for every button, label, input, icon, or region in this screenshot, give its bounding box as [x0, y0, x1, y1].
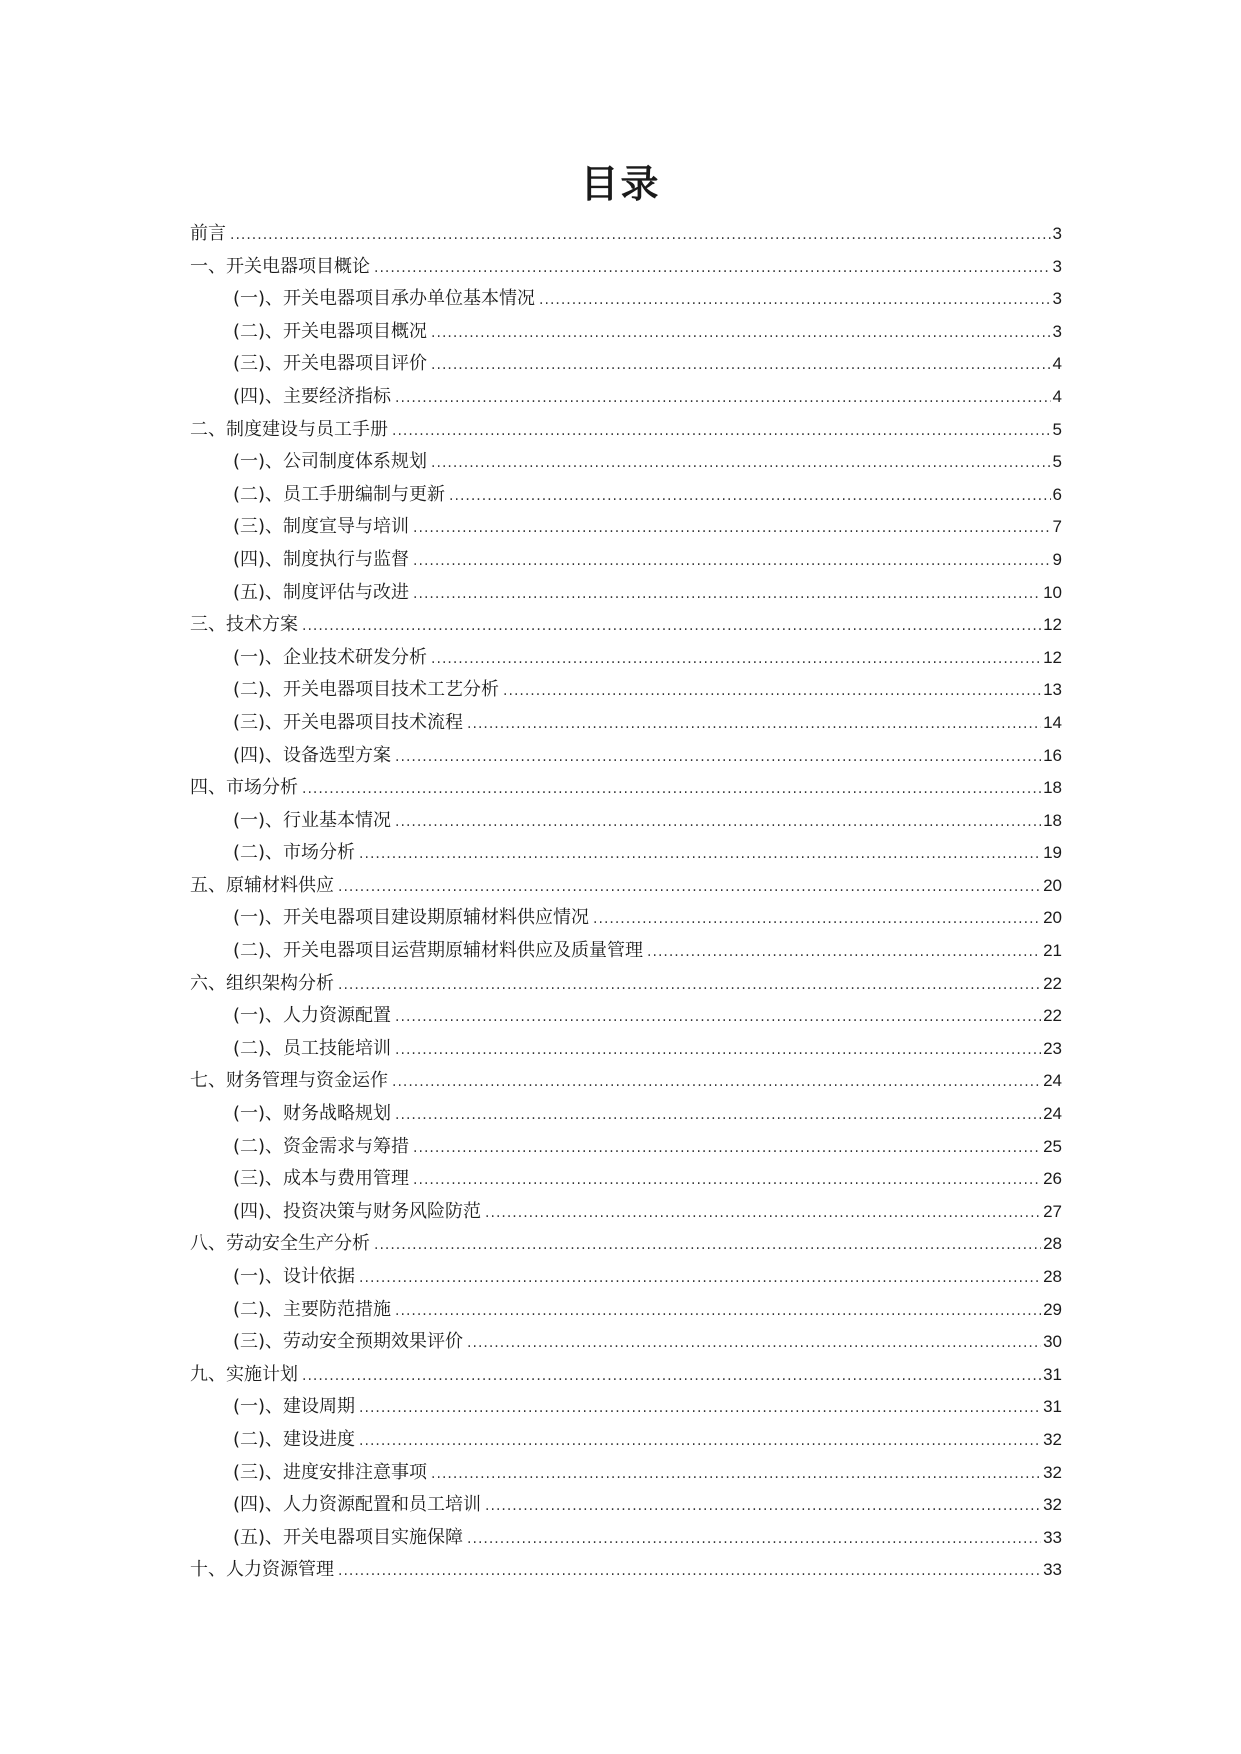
toc-entry-label: 一、开关电器项目概论 — [190, 255, 370, 277]
toc-entry-page-number: 4 — [1052, 354, 1062, 374]
toc-entry-page-number: 32 — [1043, 1429, 1062, 1449]
toc-entry[interactable] — [190, 902, 1062, 935]
toc-entry[interactable] — [190, 283, 1062, 316]
toc-entry-page-number: 5 — [1052, 452, 1062, 472]
toc-entry[interactable] — [190, 805, 1062, 838]
toc-dot-leader — [230, 219, 1051, 252]
toc-entry-label: (一)、公司制度体系规划 — [233, 451, 428, 473]
toc-entry-label: (四)、主要经济指标 — [233, 385, 392, 407]
toc-entry[interactable] — [190, 511, 1062, 544]
toc-dot-leader — [395, 1295, 1041, 1328]
toc-entry-label: (四)、制度执行与监督 — [233, 548, 410, 570]
toc-entry-label: (一)、人力资源配置 — [233, 1005, 392, 1027]
toc-entry[interactable] — [190, 414, 1062, 447]
toc-dot-leader — [431, 643, 1041, 676]
toc-entry[interactable] — [190, 674, 1062, 707]
toc-entry-label: (三)、开关电器项目技术流程 — [233, 711, 464, 733]
toc-entry[interactable] — [190, 446, 1062, 479]
toc-entry-label: (一)、财务战略规划 — [233, 1103, 392, 1125]
toc-entry-page-number: 6 — [1052, 484, 1062, 504]
toc-entry-label: (三)、进度安排注意事项 — [233, 1461, 428, 1483]
toc-dot-leader — [395, 1099, 1041, 1132]
toc-dot-leader — [338, 1555, 1041, 1588]
toc-entry-page-number: 12 — [1043, 647, 1062, 667]
toc-dot-leader — [539, 284, 1050, 317]
toc-entry-page-number: 18 — [1043, 778, 1062, 798]
toc-entry[interactable] — [190, 1457, 1062, 1490]
toc-entry-label: (二)、建设进度 — [233, 1428, 356, 1450]
toc-entry[interactable] — [190, 740, 1062, 773]
toc-entry[interactable] — [190, 1131, 1062, 1164]
toc-dot-leader — [395, 1034, 1041, 1067]
toc-dot-leader — [647, 936, 1041, 969]
toc-entry[interactable] — [190, 479, 1062, 512]
toc-dot-leader — [485, 1490, 1041, 1523]
toc-entry-label: (一)、建设周期 — [233, 1396, 356, 1418]
toc-dot-leader — [431, 317, 1050, 350]
toc-entry[interactable] — [190, 935, 1062, 968]
toc-entry-page-number: 12 — [1043, 615, 1062, 635]
toc-dot-leader — [431, 447, 1050, 480]
toc-entry[interactable] — [190, 870, 1062, 903]
toc-entry-page-number: 14 — [1043, 712, 1062, 732]
toc-entry-page-number: 20 — [1043, 908, 1062, 928]
toc-entry-page-number: 18 — [1043, 810, 1062, 830]
toc-entry-label: 四、市场分析 — [190, 777, 298, 799]
toc-entry-page-number: 19 — [1043, 843, 1062, 863]
toc-entry-page-number: 27 — [1043, 1201, 1062, 1221]
toc-dot-leader — [338, 969, 1041, 1002]
toc-dot-leader — [431, 1458, 1041, 1491]
toc-dot-leader — [374, 1229, 1041, 1262]
toc-entry-page-number: 22 — [1043, 973, 1062, 993]
toc-entry-label: 五、原辅材料供应 — [190, 874, 334, 896]
toc-entry[interactable] — [190, 1554, 1062, 1587]
toc-entry[interactable] — [190, 316, 1062, 349]
toc-entry-page-number: 26 — [1043, 1169, 1062, 1189]
table-of-contents — [190, 218, 1062, 1587]
toc-dot-leader — [359, 1262, 1041, 1295]
toc-entry-page-number: 22 — [1043, 1006, 1062, 1026]
toc-entry-page-number: 31 — [1043, 1364, 1062, 1384]
toc-entry[interactable] — [190, 381, 1062, 414]
toc-entry[interactable] — [190, 707, 1062, 740]
toc-entry[interactable] — [190, 348, 1062, 381]
toc-entry-label: (二)、开关电器项目概况 — [233, 320, 428, 342]
toc-entry-label: 九、实施计划 — [190, 1363, 298, 1385]
toc-entry-page-number: 30 — [1043, 1332, 1062, 1352]
toc-entry-page-number: 13 — [1043, 680, 1062, 700]
toc-entry-page-number: 20 — [1043, 875, 1062, 895]
toc-entry-page-number: 32 — [1043, 1462, 1062, 1482]
page-title: 目录 — [580, 162, 661, 206]
toc-dot-leader — [302, 773, 1041, 806]
toc-entry[interactable] — [190, 1163, 1062, 1196]
toc-entry-label: 七、财务管理与资金运作 — [190, 1070, 388, 1092]
toc-entry-label: (二)、资金需求与筹措 — [233, 1135, 410, 1157]
toc-entry[interactable] — [190, 1065, 1062, 1098]
toc-entry-label: 三、技术方案 — [190, 614, 298, 636]
toc-entry-page-number: 33 — [1043, 1560, 1062, 1580]
toc-entry[interactable] — [190, 772, 1062, 805]
toc-dot-leader — [467, 708, 1041, 741]
toc-entry-page-number: 3 — [1052, 289, 1062, 309]
toc-entry-label: (二)、主要防范措施 — [233, 1298, 392, 1320]
toc-entry-label: (二)、市场分析 — [233, 842, 356, 864]
toc-dot-leader — [413, 1164, 1041, 1197]
toc-entry-page-number: 31 — [1043, 1397, 1062, 1417]
toc-dot-leader — [503, 675, 1041, 708]
toc-entry-label: (三)、劳动安全预期效果评价 — [233, 1331, 464, 1353]
toc-entry[interactable] — [190, 1196, 1062, 1229]
toc-entry-page-number: 21 — [1043, 941, 1062, 961]
toc-entry[interactable] — [190, 1228, 1062, 1261]
toc-entry-label: 十、人力资源管理 — [190, 1559, 334, 1581]
toc-dot-leader — [467, 1327, 1041, 1360]
toc-entry[interactable] — [190, 218, 1062, 251]
toc-entry-page-number: 25 — [1043, 1136, 1062, 1156]
toc-entry-label: (四)、设备选型方案 — [233, 744, 392, 766]
toc-entry-label: 前言 — [190, 223, 226, 244]
toc-dot-leader — [302, 610, 1041, 643]
toc-entry[interactable] — [190, 1294, 1062, 1327]
toc-dot-leader — [302, 1360, 1041, 1393]
toc-entry-label: 六、组织架构分析 — [190, 972, 334, 994]
toc-entry-page-number: 3 — [1052, 224, 1062, 243]
toc-entry-label: (一)、行业基本情况 — [233, 809, 392, 831]
toc-entry-page-number: 33 — [1043, 1527, 1062, 1547]
toc-dot-leader — [395, 741, 1041, 774]
toc-entry-page-number: 24 — [1043, 1104, 1062, 1124]
toc-dot-leader — [395, 806, 1041, 839]
toc-entry[interactable] — [190, 544, 1062, 577]
toc-entry-page-number: 24 — [1043, 1071, 1062, 1091]
toc-entry-label: (三)、成本与费用管理 — [233, 1168, 410, 1190]
toc-entry-label: (五)、制度评估与改进 — [233, 581, 410, 603]
toc-entry[interactable] — [190, 837, 1062, 870]
toc-entry-page-number: 4 — [1052, 386, 1062, 406]
toc-entry-page-number: 5 — [1052, 419, 1062, 439]
toc-entry-label: (二)、开关电器项目运营期原辅材料供应及质量管理 — [233, 940, 644, 962]
toc-entry[interactable] — [190, 1522, 1062, 1555]
toc-dot-leader — [485, 1197, 1041, 1230]
toc-entry[interactable] — [190, 1261, 1062, 1294]
toc-entry-label: (四)、人力资源配置和员工培训 — [233, 1494, 482, 1516]
toc-entry[interactable] — [190, 642, 1062, 675]
toc-entry[interactable] — [190, 1391, 1062, 1424]
toc-dot-leader — [449, 480, 1050, 513]
toc-entry[interactable] — [190, 1489, 1062, 1522]
toc-entry-label: (三)、开关电器项目评价 — [233, 353, 428, 375]
toc-entry[interactable] — [190, 609, 1062, 642]
toc-entry-label: (三)、制度宣导与培训 — [233, 516, 410, 538]
toc-dot-leader — [413, 512, 1050, 545]
toc-entry-label: (二)、员工手册编制与更新 — [233, 483, 446, 505]
toc-entry-label: (一)、开关电器项目建设期原辅材料供应情况 — [233, 907, 590, 929]
toc-entry[interactable] — [190, 1000, 1062, 1033]
toc-entry-page-number: 9 — [1052, 549, 1062, 569]
toc-entry-label: (一)、企业技术研发分析 — [233, 646, 428, 668]
toc-entry-page-number: 29 — [1043, 1299, 1062, 1319]
toc-entry-label: (一)、设计依据 — [233, 1266, 356, 1287]
toc-entry-label: (二)、开关电器项目技术工艺分析 — [233, 679, 500, 701]
toc-entry[interactable] — [190, 1326, 1062, 1359]
toc-entry[interactable] — [190, 1359, 1062, 1392]
toc-entry[interactable] — [190, 968, 1062, 1001]
toc-entry-label: 二、制度建设与员工手册 — [190, 418, 388, 440]
toc-dot-leader — [359, 1392, 1041, 1425]
toc-entry[interactable] — [190, 1098, 1062, 1131]
toc-entry-label: 八、劳动安全生产分析 — [190, 1233, 370, 1255]
toc-dot-leader — [395, 1001, 1041, 1034]
toc-entry-page-number: 7 — [1052, 517, 1062, 537]
toc-entry-page-number: 23 — [1043, 1038, 1062, 1058]
toc-entry[interactable] — [190, 1424, 1062, 1457]
toc-dot-leader — [413, 545, 1050, 578]
toc-dot-leader — [374, 252, 1051, 285]
toc-dot-leader — [395, 382, 1050, 415]
toc-entry-page-number: 32 — [1043, 1495, 1062, 1515]
toc-entry-label: (一)、开关电器项目承办单位基本情况 — [233, 288, 536, 310]
toc-dot-leader — [359, 1425, 1041, 1458]
toc-entry[interactable] — [190, 1033, 1062, 1066]
toc-entry-page-number: 3 — [1052, 321, 1062, 341]
toc-entry-page-number: 10 — [1043, 582, 1062, 602]
toc-dot-leader — [392, 415, 1051, 448]
toc-dot-leader — [392, 1066, 1041, 1099]
toc-dot-leader — [359, 838, 1041, 871]
toc-entry-page-number: 28 — [1043, 1234, 1062, 1254]
toc-dot-leader — [593, 903, 1041, 936]
toc-entry-label: (四)、投资决策与财务风险防范 — [233, 1200, 482, 1222]
toc-dot-leader — [413, 578, 1041, 611]
toc-entry-page-number: 3 — [1052, 256, 1062, 276]
toc-entry[interactable] — [190, 251, 1062, 284]
toc-entry-label: (五)、开关电器项目实施保障 — [233, 1526, 464, 1548]
toc-entry[interactable] — [190, 577, 1062, 610]
toc-dot-leader — [467, 1523, 1041, 1556]
toc-entry-label: (二)、员工技能培训 — [233, 1037, 392, 1059]
toc-dot-leader — [431, 349, 1050, 382]
toc-dot-leader — [413, 1132, 1041, 1165]
toc-entry-page-number: 28 — [1043, 1267, 1062, 1286]
toc-dot-leader — [338, 871, 1041, 904]
toc-entry-page-number: 16 — [1043, 745, 1062, 765]
